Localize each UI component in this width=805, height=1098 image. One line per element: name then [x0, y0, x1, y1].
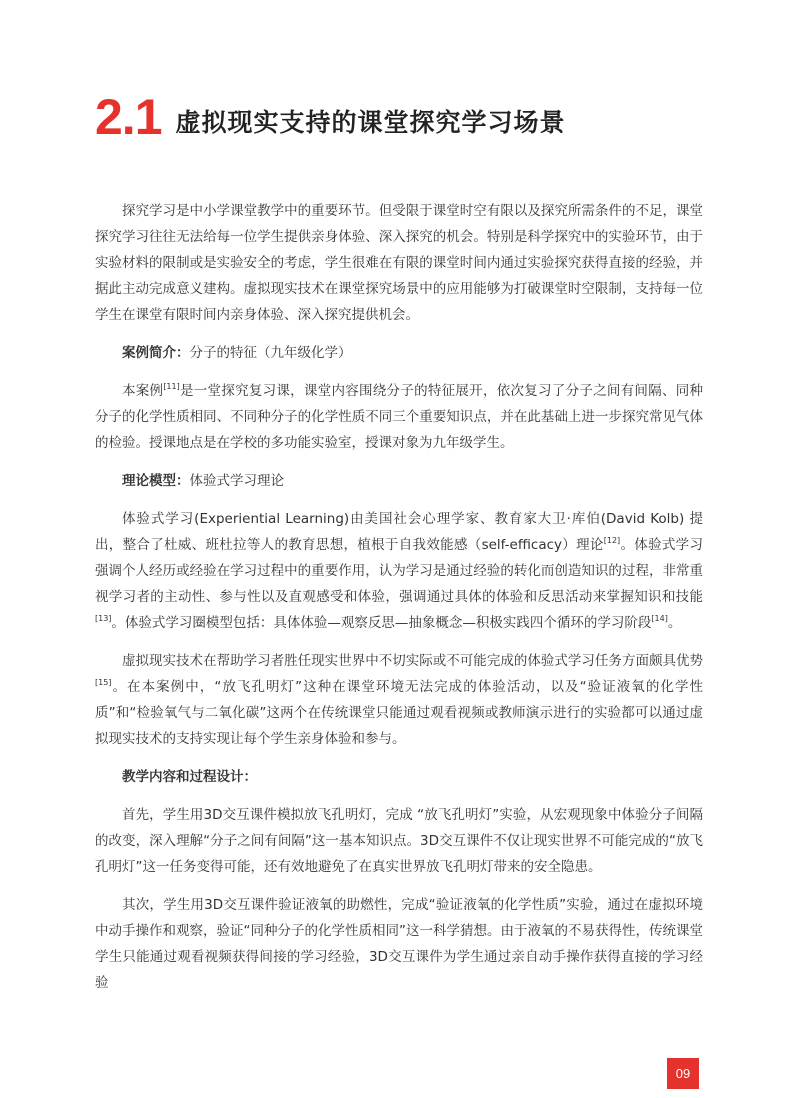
paragraph-theory — [95, 506, 703, 636]
citation-11: [11] — [163, 382, 180, 391]
paragraph-vr-text-a: 虚拟现实技术在帮助学习者胜任现实世界中不切实际或不可能完成的体验式学习任务方面颇具优势 — [122, 653, 703, 669]
case-summary-label: 案例简介： — [122, 345, 190, 361]
case-summary — [95, 340, 703, 366]
paragraph-case-text-b: 是一堂探究复习课，课堂内容围绕分子的特征展开，依次复习了分子之间有间隔、同种分子的化学性质相同、不同种分子的化学性质不同三个重要知识点，并在此基础上进一步探究常见气体的检验。授课地点是在学校的多功能实验室，授课对象为九年级学生。 — [95, 383, 704, 451]
paragraph-first-step: 首先，学生用3D交互课件模拟放飞孔明灯，完成 “放飞孔明灯”实验，从宏观现象中体验分子间隔的改变，深入理解“分子之间有间隔”这一基本知识点。3D交互课件不仅让现实世界不可能完成的“放飞孔明灯”这一任务变得可能，还有效地避免了在真实世界放飞孔明灯带来的安全隐患。 — [95, 807, 703, 875]
section-title: 虚拟现实支持的课堂探究学习场景 — [175, 108, 566, 137]
case-summary-text: 分子的特征（九年级化学） — [189, 345, 352, 361]
theory-model-label: 理论模型： — [122, 473, 190, 489]
page-number: 09 — [667, 1058, 699, 1089]
paragraph-theory-text-d: 。 — [667, 615, 682, 631]
paragraph-theory-text-a: 体验式学习(Experiential Learning)由美国社会心理学家、教育家大卫·库伯(David Kolb) 提出，整合了杜威、班杜拉等人的教育思想，植根于自我效能感（self-efficacy）理论 — [95, 511, 703, 553]
paragraph-theory-text-b: 。体验式学习强调个人经历或经验在学习过程中的重要作用，认为学习是通过经验的转化而创造知识的过程，非常重视学习者的主动性、参与性以及直观感受和体验，强调通过具体的体验和反思活动来掌握知识和技能 — [95, 537, 703, 605]
paragraph-theory-text-c: 。体验式学习圈模型包括：具体体验—观察反思—抽象概念—积极实践四个循环的学习阶段 — [111, 615, 652, 631]
theory-model — [95, 468, 703, 494]
citation-15: [15] — [95, 678, 112, 687]
body-text — [95, 198, 703, 1008]
section-number: 2.1 — [95, 89, 162, 145]
paragraph-vr-advantage — [95, 648, 703, 752]
paragraph-vr-text-b: 。在本案例中，“放飞孔明灯”这种在课堂环境无法完成的体验活动，以及“验证液氧的化学性质”和“检验氧气与二氧化碳”这两个在传统课堂只能通过观看视频或教师演示进行的实验都可以通过虚拟现实技术的支持实现让每个学生亲身体验和参与。 — [95, 679, 703, 747]
paragraph-case-text-a: 本案例 — [122, 383, 164, 399]
theory-model-text: 体验式学习理论 — [189, 473, 284, 489]
design-heading-label: 教学内容和过程设计： — [122, 769, 257, 785]
paragraph-second-step: 其次，学生用3D交互课件验证液氧的助燃性，完成“验证液氧的化学性质”实验，通过在虚拟环境中动手操作和观察，验证“同种分子的化学性质相同”这一科学猜想。由于液氧的不易获得性，传统课堂学生只能通过观看视频获得间接的学习经验，3D交互课件为学生通过亲自动手操作获得直接的学习经验 — [95, 897, 703, 991]
section-heading — [95, 89, 566, 145]
paragraph-case — [95, 378, 703, 456]
citation-12: [12] — [603, 536, 621, 545]
citation-14: [14] — [651, 614, 668, 623]
paragraph-intro: 探究学习是中小学课堂教学中的重要环节。但受限于课堂时空有限以及探究所需条件的不足，课堂探究学习往往无法给每一位学生提供亲身体验、深入探究的机会。特别是科学探究中的实验环节，由于实验材料的限制或是实验安全的考虑，学生很难在有限的课堂时间内通过实验探究获得直接的经验，并据此主动完成意义建构。虚拟现实技术在课堂探究场景中的应用能够为打破课堂时空限制，支持每一位学生在课堂有限时间内亲身体验、深入探究提供机会。 — [95, 203, 703, 323]
design-heading — [95, 764, 703, 790]
citation-13: [13] — [95, 614, 112, 623]
